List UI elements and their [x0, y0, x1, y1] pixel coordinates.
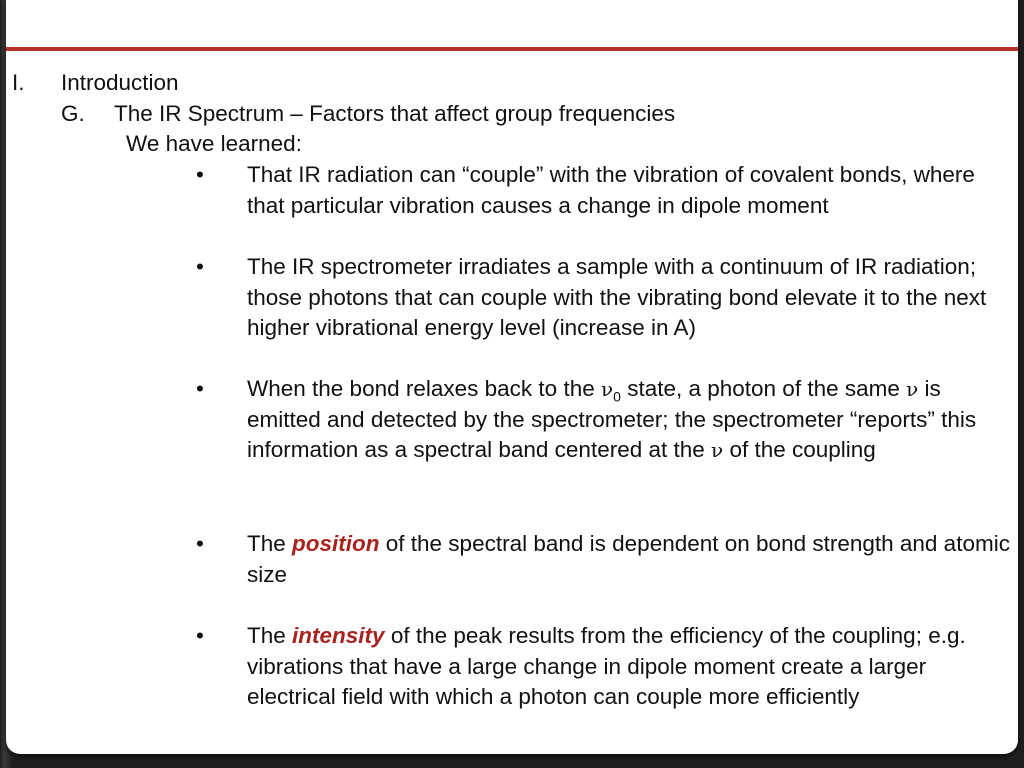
bullet-3-text — [247, 374, 1017, 466]
bullet-dot: • — [196, 162, 204, 187]
bullet-3-part1: When the bond relaxes back to the — [247, 376, 601, 401]
bullet-3-part3: is emitted and detected by the spectrometer; the spectrometer “reports” this information as a spectral band centered at the — [247, 376, 977, 463]
bullet-dot: • — [196, 254, 204, 279]
bullet-4-suffix: of the spectral band is dependent on bond strength and atomic size — [247, 531, 1010, 587]
nu-symbol: ν — [711, 438, 724, 463]
outline-level2-number: G. — [61, 101, 85, 126]
accent-line — [6, 47, 1018, 51]
outline-level2-text: The IR Spectrum – Factors that affect group frequencies — [114, 101, 676, 126]
bullet-dot: • — [196, 531, 204, 556]
outline-level1-number: I. — [12, 70, 25, 95]
outline-level1-text: Introduction — [61, 70, 179, 95]
bullet-5-suffix: of the peak results from the efficiency of the coupling; e.g. vibrations that have a large change in dipole moment create a larger electrical field with which a photon can couple more efficiently — [247, 623, 966, 710]
bullet-5-prefix: The — [247, 623, 293, 648]
bullet-3-part2: state, a photon of the same — [620, 376, 907, 401]
bullet-3-part4: of the coupling — [723, 437, 876, 463]
bullet-1-text: That IR radiation can “couple” with the vibration of covalent bonds, where that particular vibration causes a change in dipole moment — [247, 162, 975, 218]
slide — [6, 0, 1018, 754]
bullet-2-text: The IR spectrometer irradiates a sample with a continuum of IR radiation; those photons that can couple with the vibrating bond elevate it to the next higher vibrational energy level (increase in A) — [247, 254, 987, 341]
outline-level3-text: We have learned: — [126, 131, 302, 156]
nu-symbol: ν — [906, 377, 919, 401]
nu-subscript: 0 — [613, 388, 621, 405]
bullet-dot: • — [196, 376, 204, 401]
emphasis-intensity: intensity — [292, 623, 385, 648]
bullet-4-text — [247, 529, 1017, 590]
bullet-4-prefix: The — [247, 531, 293, 556]
bullet-dot: • — [196, 623, 204, 648]
nu-symbol: ν — [600, 377, 614, 401]
header-band — [6, 0, 1018, 48]
bullet-5-text — [247, 621, 1017, 713]
emphasis-position: position — [292, 531, 380, 556]
